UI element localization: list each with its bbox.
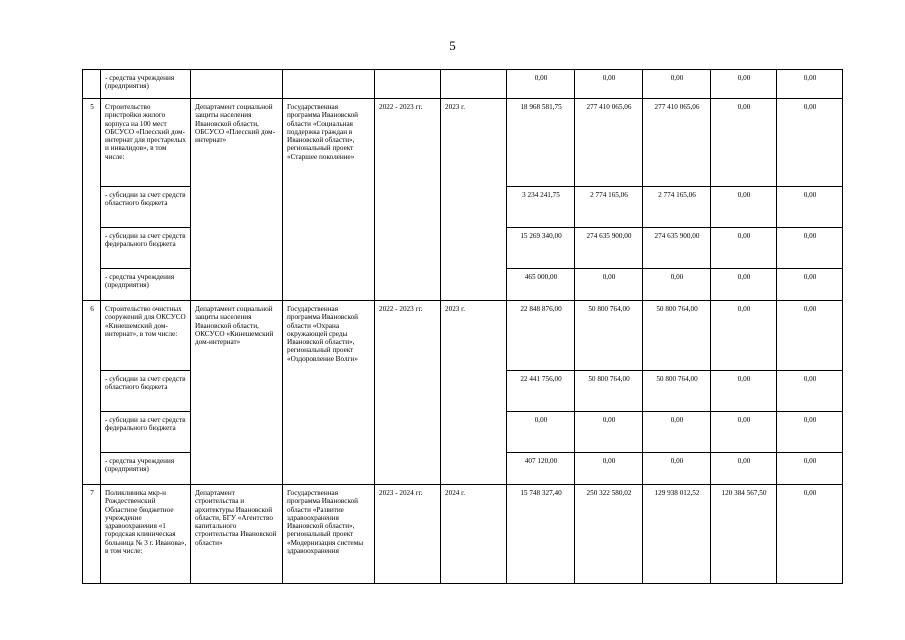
- executor-cell: Департамент социальной защиты населения Ивановской области, ОКСУСО «Кинешемский дом-интернат»: [191, 301, 283, 485]
- value-cell: 0,00: [643, 70, 711, 99]
- row-label: - субсидии за счет средств федерального бюджета: [101, 228, 191, 269]
- value-cell: 3 234 241,75: [507, 187, 575, 228]
- table-row: [83, 70, 843, 99]
- value-cell: 22 848 876,00: [507, 301, 575, 371]
- value-cell: 407 120,00: [507, 453, 575, 485]
- value-cell: 0,00: [777, 412, 843, 453]
- year-cell: [441, 70, 507, 99]
- value-cell: 0,00: [507, 412, 575, 453]
- value-cell: 50 800 764,00: [643, 371, 711, 412]
- value-cell: 2 774 165,06: [643, 187, 711, 228]
- row-label: - субсидии за счет средств областного бюджета: [101, 187, 191, 228]
- value-cell: 0,00: [777, 99, 843, 187]
- table-row: [83, 301, 843, 371]
- value-cell: 0,00: [507, 70, 575, 99]
- budget-table: [82, 69, 843, 584]
- value-cell: 120 384 567,50: [711, 485, 777, 584]
- value-cell: 50 800 764,00: [575, 301, 643, 371]
- value-cell: 465 000,00: [507, 269, 575, 301]
- program-cell: Государственная программа Ивановской области «Охрана окружающей среды Ивановской области», региональный проект «Оздоровление Волги»: [283, 301, 375, 485]
- row-number: [83, 70, 101, 99]
- program-cell: [283, 70, 375, 99]
- row-label: - средства учреждения (предприятия): [101, 70, 191, 99]
- row-label: - средства учреждения (предприятия): [101, 269, 191, 301]
- value-cell: 274 635 900,00: [575, 228, 643, 269]
- row-label: - субсидии за счет средств федерального бюджета: [101, 412, 191, 453]
- value-cell: 50 800 764,00: [643, 301, 711, 371]
- value-cell: 250 322 580,02: [575, 485, 643, 584]
- row-label: - субсидии за счет средств областного бюджета: [101, 371, 191, 412]
- object-name: Строительство пристройки жилого корпуса на 100 мест ОБСУСО «Плесский дом-интернат для престарелых и инвалидов», в том числе:: [101, 99, 191, 187]
- value-cell: 0,00: [711, 70, 777, 99]
- object-name: Строительство очистных сооружений для ОКСУСО «Кинешемский дом-интернат», в том числе:: [101, 301, 191, 371]
- table-row: [83, 485, 843, 584]
- table-row: [83, 99, 843, 187]
- value-cell: 277 410 065,06: [643, 99, 711, 187]
- value-cell: 0,00: [711, 228, 777, 269]
- year-cell: 2024 г.: [441, 485, 507, 584]
- year-cell: 2023 г.: [441, 99, 507, 301]
- period-cell: 2022 - 2023 гг.: [375, 301, 441, 485]
- value-cell: 0,00: [575, 453, 643, 485]
- value-cell: 0,00: [777, 371, 843, 412]
- value-cell: 129 938 012,52: [643, 485, 711, 584]
- value-cell: 0,00: [711, 412, 777, 453]
- object-name: Поликлиника мкр-н Рождественский Областное бюджетное учреждение здравоохранения «1 городская клиническая больница № 3 г. Иванова», в том числе:: [101, 485, 191, 584]
- program-cell: Государственная программа Ивановской области «Социальная поддержка граждан в Ивановской области», региональный проект «Старшее поколение»: [283, 99, 375, 301]
- program-cell: Государственная программа Ивановской области «Развитие здравоохранения Ивановской области», региональный проект «Модернизация системы здравоохранения: [283, 485, 375, 584]
- value-cell: 15 269 340,00: [507, 228, 575, 269]
- value-cell: 0,00: [777, 269, 843, 301]
- row-label: - средства учреждения (предприятия): [101, 453, 191, 485]
- value-cell: 15 748 327,40: [507, 485, 575, 584]
- value-cell: 0,00: [777, 301, 843, 371]
- value-cell: 0,00: [777, 485, 843, 584]
- value-cell: 0,00: [711, 269, 777, 301]
- value-cell: 277 410 065,06: [575, 99, 643, 187]
- executor-cell: Департамент строительства и архитектуры Ивановской области, БГУ «Агентство капитального строительства Ивановской области»: [191, 485, 283, 584]
- year-cell: 2023 г.: [441, 301, 507, 485]
- executor-cell: Департамент социальной защиты населения Ивановской области, ОБСУСО «Плесский дом-интернат»: [191, 99, 283, 301]
- value-cell: 2 774 165,06: [575, 187, 643, 228]
- value-cell: 0,00: [575, 70, 643, 99]
- value-cell: 274 635 900,00: [643, 228, 711, 269]
- value-cell: 0,00: [643, 412, 711, 453]
- row-number: 5: [83, 99, 101, 301]
- page-number: 5: [449, 38, 456, 53]
- value-cell: 0,00: [575, 269, 643, 301]
- value-cell: 0,00: [711, 371, 777, 412]
- value-cell: 18 968 581,75: [507, 99, 575, 187]
- value-cell: 0,00: [711, 187, 777, 228]
- value-cell: 0,00: [777, 187, 843, 228]
- value-cell: 50 800 764,00: [575, 371, 643, 412]
- value-cell: 0,00: [711, 301, 777, 371]
- period-cell: [375, 70, 441, 99]
- value-cell: 0,00: [777, 228, 843, 269]
- row-number: 7: [83, 485, 101, 584]
- value-cell: 0,00: [711, 453, 777, 485]
- value-cell: 22 441 756,00: [507, 371, 575, 412]
- executor-cell: [191, 70, 283, 99]
- period-cell: 2023 - 2024 гг.: [375, 485, 441, 584]
- value-cell: 0,00: [643, 453, 711, 485]
- value-cell: 0,00: [777, 70, 843, 99]
- value-cell: 0,00: [777, 453, 843, 485]
- period-cell: 2022 - 2023 гг.: [375, 99, 441, 301]
- value-cell: 0,00: [643, 269, 711, 301]
- row-number: 6: [83, 301, 101, 485]
- value-cell: 0,00: [575, 412, 643, 453]
- value-cell: 0,00: [711, 99, 777, 187]
